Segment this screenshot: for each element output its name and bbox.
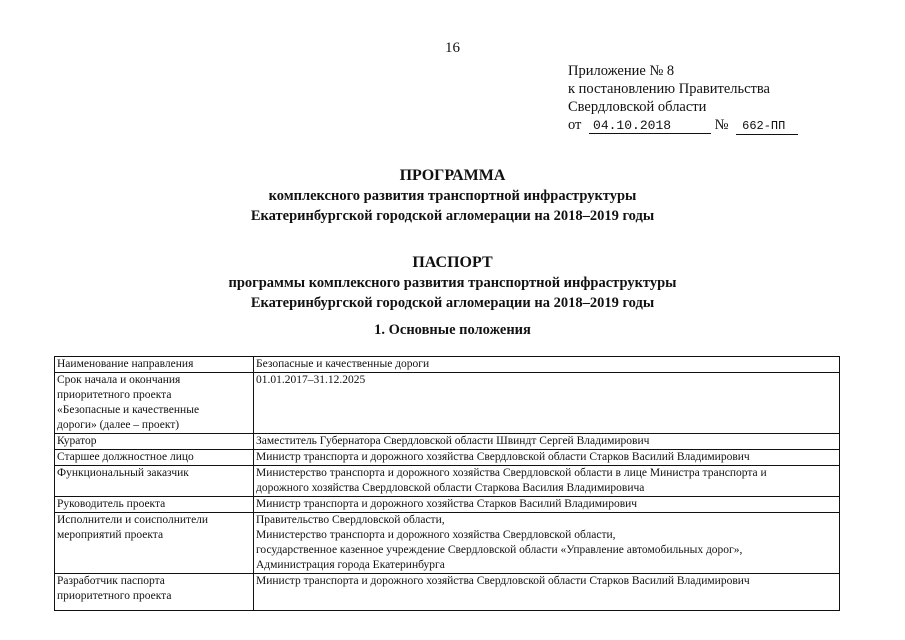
row-value: Заместитель Губернатора Свердловской области Швиндт Сергей Владимирович bbox=[254, 434, 840, 450]
row-label-line: приоритетного проекта bbox=[57, 389, 172, 401]
from-label: от bbox=[568, 117, 582, 133]
passport-line-1: программы комплексного развития транспортной инфраструктуры bbox=[228, 275, 677, 291]
row-label-line: мероприятий проекта bbox=[57, 529, 164, 541]
passport-table bbox=[54, 356, 840, 611]
appendix-line-2: к постановлению Правительства bbox=[568, 81, 770, 97]
row-value-line: Администрация города Екатеринбурга bbox=[256, 559, 445, 571]
number-label: № bbox=[714, 117, 729, 133]
row-value: Министр транспорта и дорожного хозяйства Старков Василий Владимирович bbox=[254, 497, 840, 513]
passport-heading: ПАСПОРТ bbox=[412, 254, 493, 271]
table-row bbox=[55, 434, 840, 450]
table-row bbox=[55, 373, 840, 434]
row-label-line: дороги» (далее – проект) bbox=[57, 419, 180, 431]
row-value-line: Правительство Свердловской области, bbox=[256, 514, 445, 526]
row-label: Наименование направления bbox=[55, 357, 254, 373]
row-label-line: Разработчик паспорта bbox=[57, 575, 165, 587]
passport-title bbox=[0, 253, 905, 313]
row-value: Министр транспорта и дорожного хозяйства Свердловской области Старков Василий Владимирович bbox=[254, 574, 840, 611]
row-label-line: «Безопасные и качественные bbox=[57, 404, 200, 416]
row-value-line: Министерство транспорта и дорожного хозяйства Свердловской области в лице Министра транспорта и bbox=[256, 467, 767, 479]
passport-line-2: Екатеринбургской городской агломерации на 2018–2019 годы bbox=[250, 295, 655, 311]
row-value-line: дорожного хозяйства Свердловской области Старкова Василия Владимировича bbox=[256, 482, 645, 494]
page-number: 16 bbox=[445, 40, 460, 56]
appendix-date-line bbox=[568, 116, 798, 135]
row-label-line: Исполнители и соисполнители bbox=[57, 514, 209, 526]
program-line-1: комплексного развития транспортной инфраструктуры bbox=[268, 188, 637, 204]
row-label-line: приоритетного проекта bbox=[57, 590, 172, 602]
program-heading: ПРОГРАММА bbox=[399, 167, 506, 184]
program-line-2: Екатеринбургской городской агломерации на 2018–2019 годы bbox=[250, 208, 655, 224]
section-title: 1. Основные положения bbox=[374, 322, 531, 338]
table-row bbox=[55, 466, 840, 497]
row-label: Куратор bbox=[55, 434, 254, 450]
row-label-line: Срок начала и окончания bbox=[57, 374, 181, 386]
row-label bbox=[55, 513, 254, 574]
table-row bbox=[55, 574, 840, 611]
row-label bbox=[55, 373, 254, 434]
decree-number: 662-ПП bbox=[736, 119, 798, 135]
table-row bbox=[55, 450, 840, 466]
appendix-header bbox=[568, 62, 798, 135]
table-row bbox=[55, 357, 840, 373]
row-value-line: Министерство транспорта и дорожного хозяйства Свердловской области, bbox=[256, 529, 616, 541]
appendix-line-1: Приложение № 8 bbox=[568, 63, 675, 79]
decree-date: 04.10.2018 bbox=[589, 118, 711, 134]
table-row bbox=[55, 497, 840, 513]
row-value bbox=[254, 513, 840, 574]
row-value bbox=[254, 466, 840, 497]
row-value: Безопасные и качественные дороги bbox=[254, 357, 840, 373]
row-label bbox=[55, 574, 254, 611]
row-value: 01.01.2017–31.12.2025 bbox=[254, 373, 840, 434]
row-value: Министр транспорта и дорожного хозяйства Свердловской области Старков Василий Владимирович bbox=[254, 450, 840, 466]
table-row bbox=[55, 513, 840, 574]
row-label: Функциональный заказчик bbox=[55, 466, 254, 497]
appendix-line-3: Свердловской области bbox=[568, 99, 707, 115]
program-title bbox=[0, 166, 905, 226]
row-label: Руководитель проекта bbox=[55, 497, 254, 513]
row-label: Старшее должностное лицо bbox=[55, 450, 254, 466]
row-value-line: государственное казенное учреждение Свердловской области «Управление автомобильных дорог», bbox=[256, 544, 743, 556]
